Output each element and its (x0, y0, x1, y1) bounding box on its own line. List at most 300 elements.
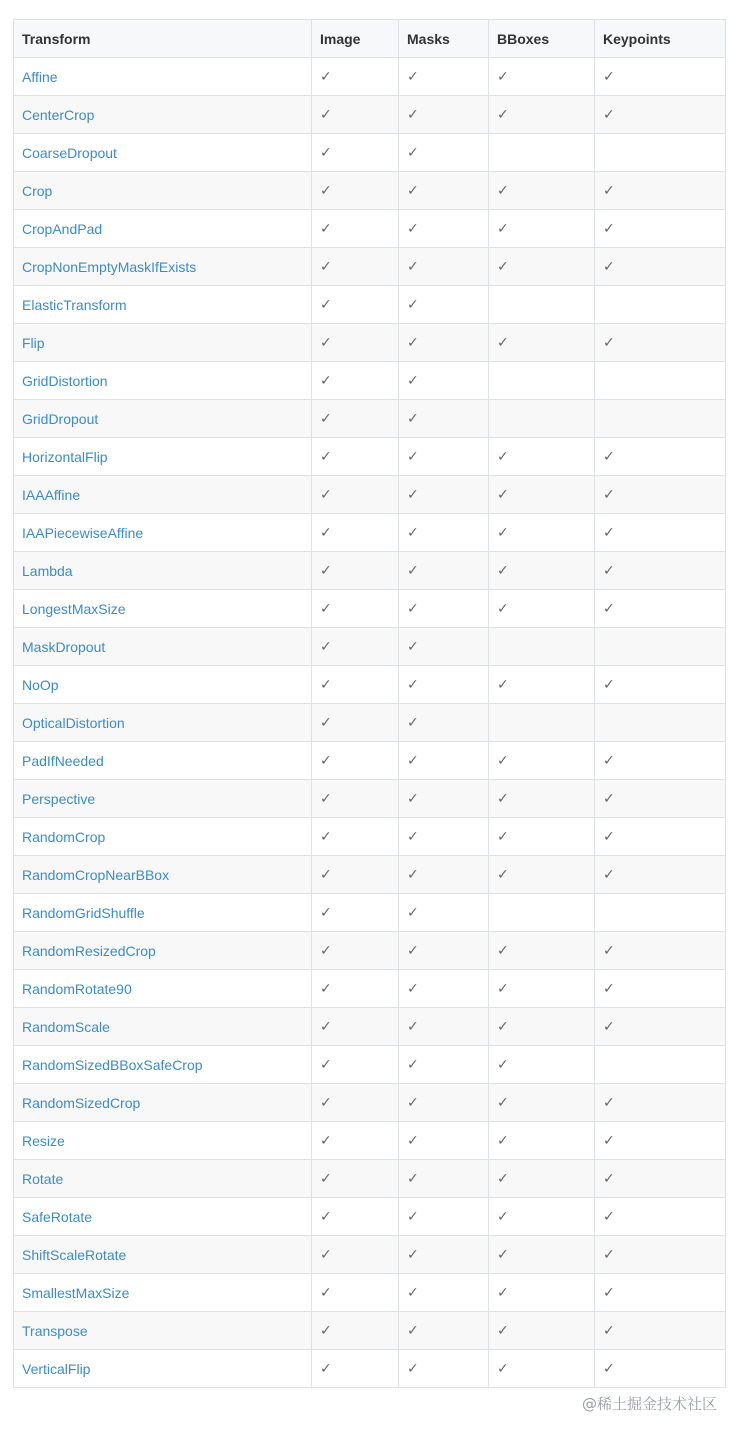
check-mark-icon: ✓ (497, 829, 509, 845)
check-mark-icon: ✓ (407, 1209, 419, 1225)
table-row (14, 1084, 726, 1122)
transform-link[interactable]: GridDistortion (22, 372, 108, 389)
image-cell (312, 818, 399, 856)
masks-cell (399, 1312, 489, 1350)
transform-name-cell (14, 1236, 312, 1274)
masks-cell (399, 704, 489, 742)
check-mark-icon: ✓ (320, 677, 332, 693)
bboxes-cell (489, 96, 595, 134)
transform-link[interactable]: ElasticTransform (22, 296, 127, 313)
keypoints-cell (595, 1198, 726, 1236)
check-mark-icon: ✓ (497, 677, 509, 693)
masks-cell (399, 1122, 489, 1160)
masks-cell (399, 590, 489, 628)
transform-link[interactable]: IAAPiecewiseAffine (22, 524, 144, 541)
check-mark-icon: ✓ (497, 753, 509, 769)
transforms-table (13, 19, 726, 1388)
image-cell (312, 1122, 399, 1160)
keypoints-cell (595, 96, 726, 134)
keypoints-cell (595, 1274, 726, 1312)
masks-cell (399, 894, 489, 932)
transform-link[interactable]: Transpose (22, 1322, 88, 1339)
image-cell (312, 438, 399, 476)
check-mark-icon: ✓ (407, 297, 419, 313)
check-mark-icon: ✓ (603, 259, 615, 275)
masks-cell (399, 666, 489, 704)
check-mark-icon: ✓ (497, 563, 509, 579)
transform-name-cell (14, 552, 312, 590)
transform-link[interactable]: Rotate (22, 1170, 64, 1187)
masks-cell (399, 324, 489, 362)
check-mark-icon: ✓ (603, 677, 615, 693)
check-mark-icon: ✓ (407, 183, 419, 199)
table-row (14, 666, 726, 704)
check-mark-icon: ✓ (320, 487, 332, 503)
bboxes-cell (489, 400, 595, 438)
keypoints-cell (595, 362, 726, 400)
check-mark-icon: ✓ (603, 601, 615, 617)
check-mark-icon: ✓ (497, 259, 509, 275)
masks-cell (399, 1274, 489, 1312)
transform-name-cell (14, 210, 312, 248)
check-mark-icon: ✓ (603, 1019, 615, 1035)
transform-name-cell (14, 58, 312, 96)
check-mark-icon: ✓ (497, 1133, 509, 1149)
image-cell (312, 590, 399, 628)
check-mark-icon: ✓ (320, 259, 332, 275)
check-mark-icon: ✓ (407, 601, 419, 617)
table-row (14, 1122, 726, 1160)
image-cell (312, 248, 399, 286)
keypoints-cell (595, 248, 726, 286)
check-mark-icon: ✓ (320, 1285, 332, 1301)
bboxes-cell (489, 1274, 595, 1312)
transform-name-cell (14, 856, 312, 894)
check-mark-icon: ✓ (320, 221, 332, 237)
transform-link[interactable]: PadIfNeeded (22, 752, 104, 769)
check-mark-icon: ✓ (497, 335, 509, 351)
bboxes-cell (489, 970, 595, 1008)
keypoints-cell (595, 134, 726, 172)
check-mark-icon: ✓ (603, 107, 615, 123)
keypoints-cell (595, 438, 726, 476)
check-mark-icon: ✓ (603, 449, 615, 465)
keypoints-cell (595, 172, 726, 210)
image-cell (312, 210, 399, 248)
keypoints-cell (595, 742, 726, 780)
check-mark-icon: ✓ (407, 145, 419, 161)
bboxes-cell (489, 780, 595, 818)
table-row (14, 134, 726, 172)
transform-link[interactable]: SmallestMaxSize (22, 1284, 130, 1301)
transform-name-cell (14, 1160, 312, 1198)
masks-cell (399, 970, 489, 1008)
transform-name-cell (14, 476, 312, 514)
keypoints-cell (595, 704, 726, 742)
check-mark-icon: ✓ (407, 1019, 419, 1035)
bboxes-cell (489, 628, 595, 666)
check-mark-icon: ✓ (603, 1285, 615, 1301)
check-mark-icon: ✓ (320, 1171, 332, 1187)
transform-link[interactable]: NoOp (22, 676, 59, 693)
transform-link[interactable]: Perspective (22, 790, 96, 807)
check-mark-icon: ✓ (603, 867, 615, 883)
masks-cell (399, 172, 489, 210)
check-mark-icon: ✓ (320, 715, 332, 731)
keypoints-cell (595, 1008, 726, 1046)
table-row (14, 1198, 726, 1236)
transform-link[interactable]: Lambda (22, 562, 73, 579)
table-row (14, 248, 726, 286)
keypoints-cell (595, 400, 726, 438)
image-cell (312, 552, 399, 590)
image-cell (312, 514, 399, 552)
check-mark-icon: ✓ (407, 867, 419, 883)
check-mark-icon: ✓ (603, 335, 615, 351)
check-mark-icon: ✓ (320, 183, 332, 199)
check-mark-icon: ✓ (497, 487, 509, 503)
transform-link[interactable]: CenterCrop (22, 106, 95, 123)
check-mark-icon: ✓ (603, 981, 615, 997)
masks-cell (399, 58, 489, 96)
check-mark-icon: ✓ (320, 867, 332, 883)
check-mark-icon: ✓ (407, 563, 419, 579)
keypoints-cell (595, 476, 726, 514)
check-mark-icon: ✓ (407, 791, 419, 807)
masks-cell (399, 818, 489, 856)
masks-cell (399, 1008, 489, 1046)
image-cell (312, 362, 399, 400)
transform-link[interactable]: Affine (22, 68, 58, 85)
keypoints-cell (595, 818, 726, 856)
transform-name-cell (14, 172, 312, 210)
image-cell (312, 324, 399, 362)
check-mark-icon: ✓ (407, 487, 419, 503)
check-mark-icon: ✓ (497, 69, 509, 85)
table-row (14, 1160, 726, 1198)
table-row (14, 1350, 726, 1388)
transform-link[interactable]: MaskDropout (22, 638, 106, 655)
check-mark-icon: ✓ (497, 1057, 509, 1073)
image-cell (312, 932, 399, 970)
transform-name-cell (14, 1350, 312, 1388)
bboxes-cell (489, 324, 595, 362)
check-mark-icon: ✓ (320, 829, 332, 845)
bboxes-cell (489, 704, 595, 742)
check-mark-icon: ✓ (497, 943, 509, 959)
transform-link[interactable]: RandomCrop (22, 828, 106, 845)
transform-link[interactable]: CropNonEmptyMaskIfExists (22, 258, 197, 275)
image-cell (312, 704, 399, 742)
check-mark-icon: ✓ (320, 601, 332, 617)
table-row (14, 58, 726, 96)
keypoints-cell (595, 514, 726, 552)
check-mark-icon: ✓ (407, 525, 419, 541)
keypoints-cell (595, 1350, 726, 1388)
transform-link[interactable]: RandomSizedBBoxSafeCrop (22, 1056, 203, 1073)
keypoints-cell (595, 628, 726, 666)
transform-name-cell (14, 932, 312, 970)
transform-name-cell (14, 324, 312, 362)
check-mark-icon: ✓ (603, 1323, 615, 1339)
bboxes-cell (489, 286, 595, 324)
check-mark-icon: ✓ (497, 1209, 509, 1225)
check-mark-icon: ✓ (407, 373, 419, 389)
transform-link[interactable]: Flip (22, 334, 45, 351)
image-cell (312, 400, 399, 438)
transform-link[interactable]: LongestMaxSize (22, 600, 126, 617)
image-cell (312, 1160, 399, 1198)
masks-cell (399, 1084, 489, 1122)
image-cell (312, 1312, 399, 1350)
transform-name-cell (14, 780, 312, 818)
masks-cell (399, 780, 489, 818)
bboxes-cell (489, 1160, 595, 1198)
image-cell (312, 856, 399, 894)
check-mark-icon: ✓ (320, 981, 332, 997)
check-mark-icon: ✓ (603, 791, 615, 807)
table-row (14, 1008, 726, 1046)
check-mark-icon: ✓ (320, 373, 332, 389)
transform-name-cell (14, 1122, 312, 1160)
masks-cell (399, 514, 489, 552)
transform-link[interactable]: GridDropout (22, 410, 99, 427)
transform-name-cell (14, 590, 312, 628)
transform-link[interactable]: HorizontalFlip (22, 448, 108, 465)
table-row (14, 628, 726, 666)
check-mark-icon: ✓ (320, 639, 332, 655)
transform-link[interactable]: Crop (22, 182, 53, 199)
check-mark-icon: ✓ (407, 1285, 419, 1301)
transform-link[interactable]: RandomCropNearBBox (22, 866, 170, 883)
image-cell (312, 666, 399, 704)
check-mark-icon: ✓ (603, 829, 615, 845)
check-mark-icon: ✓ (407, 715, 419, 731)
check-mark-icon: ✓ (407, 1057, 419, 1073)
image-cell (312, 780, 399, 818)
transform-link[interactable]: CropAndPad (22, 220, 103, 237)
bboxes-cell (489, 172, 595, 210)
transform-link[interactable]: VerticalFlip (22, 1360, 91, 1377)
check-mark-icon: ✓ (407, 107, 419, 123)
masks-cell (399, 400, 489, 438)
masks-cell (399, 134, 489, 172)
check-mark-icon: ✓ (407, 753, 419, 769)
transform-name-cell (14, 400, 312, 438)
image-cell (312, 1046, 399, 1084)
keypoints-cell (595, 324, 726, 362)
check-mark-icon: ✓ (407, 981, 419, 997)
check-mark-icon: ✓ (320, 107, 332, 123)
check-mark-icon: ✓ (603, 183, 615, 199)
masks-cell (399, 210, 489, 248)
header-image: Image (312, 20, 399, 58)
masks-cell (399, 248, 489, 286)
transform-link[interactable]: IAAAffine (22, 486, 81, 503)
transform-link[interactable]: RandomResizedCrop (22, 942, 156, 959)
header-row (14, 20, 726, 58)
image-cell (312, 134, 399, 172)
bboxes-cell (489, 742, 595, 780)
keypoints-cell (595, 780, 726, 818)
image-cell (312, 1198, 399, 1236)
transform-link[interactable]: RandomGridShuffle (22, 904, 145, 921)
transform-name-cell (14, 1008, 312, 1046)
table-body (14, 58, 726, 1388)
check-mark-icon: ✓ (320, 1133, 332, 1149)
masks-cell (399, 476, 489, 514)
transform-name-cell (14, 248, 312, 286)
transform-link[interactable]: SafeRotate (22, 1208, 93, 1225)
table-row (14, 970, 726, 1008)
masks-cell (399, 1350, 489, 1388)
bboxes-cell (489, 248, 595, 286)
check-mark-icon: ✓ (603, 753, 615, 769)
transform-name-cell (14, 1274, 312, 1312)
image-cell (312, 286, 399, 324)
check-mark-icon: ✓ (497, 525, 509, 541)
check-mark-icon: ✓ (497, 791, 509, 807)
keypoints-cell (595, 856, 726, 894)
image-cell (312, 476, 399, 514)
masks-cell (399, 1160, 489, 1198)
check-mark-icon: ✓ (497, 1361, 509, 1377)
table-row (14, 704, 726, 742)
image-cell (312, 742, 399, 780)
bboxes-cell (489, 1236, 595, 1274)
bboxes-cell (489, 1122, 595, 1160)
masks-cell (399, 96, 489, 134)
table-row (14, 400, 726, 438)
check-mark-icon: ✓ (603, 1247, 615, 1263)
masks-cell (399, 932, 489, 970)
check-mark-icon: ✓ (497, 1285, 509, 1301)
masks-cell (399, 1236, 489, 1274)
check-mark-icon: ✓ (320, 905, 332, 921)
image-cell (312, 970, 399, 1008)
check-mark-icon: ✓ (320, 1247, 332, 1263)
table-row (14, 476, 726, 514)
table-row (14, 172, 726, 210)
transform-name-cell (14, 628, 312, 666)
image-cell (312, 1274, 399, 1312)
bboxes-cell (489, 590, 595, 628)
image-cell (312, 1084, 399, 1122)
transform-link[interactable]: OpticalDistortion (22, 714, 125, 731)
image-cell (312, 628, 399, 666)
keypoints-cell (595, 1084, 726, 1122)
table-row (14, 96, 726, 134)
check-mark-icon: ✓ (407, 1247, 419, 1263)
check-mark-icon: ✓ (320, 1057, 332, 1073)
check-mark-icon: ✓ (320, 1323, 332, 1339)
check-mark-icon: ✓ (603, 1209, 615, 1225)
header-bboxes: BBoxes (489, 20, 595, 58)
keypoints-cell (595, 1236, 726, 1274)
check-mark-icon: ✓ (320, 335, 332, 351)
bboxes-cell (489, 894, 595, 932)
table-row (14, 818, 726, 856)
check-mark-icon: ✓ (407, 411, 419, 427)
bboxes-cell (489, 362, 595, 400)
table-row (14, 932, 726, 970)
table-row (14, 1312, 726, 1350)
table-row (14, 324, 726, 362)
check-mark-icon: ✓ (407, 69, 419, 85)
bboxes-cell (489, 438, 595, 476)
check-mark-icon: ✓ (497, 601, 509, 617)
keypoints-cell (595, 552, 726, 590)
keypoints-cell (595, 1046, 726, 1084)
masks-cell (399, 438, 489, 476)
bboxes-cell (489, 856, 595, 894)
check-mark-icon: ✓ (320, 791, 332, 807)
check-mark-icon: ✓ (320, 1209, 332, 1225)
transform-name-cell (14, 362, 312, 400)
bboxes-cell (489, 1198, 595, 1236)
table-header (14, 20, 726, 58)
table-row (14, 742, 726, 780)
table-row (14, 1236, 726, 1274)
masks-cell (399, 742, 489, 780)
bboxes-cell (489, 1008, 595, 1046)
bboxes-cell (489, 1350, 595, 1388)
check-mark-icon: ✓ (603, 1361, 615, 1377)
transform-link[interactable]: RandomRotate90 (22, 980, 132, 997)
check-mark-icon: ✓ (497, 1095, 509, 1111)
transform-link[interactable]: RandomSizedCrop (22, 1094, 141, 1111)
check-mark-icon: ✓ (497, 183, 509, 199)
transform-link[interactable]: ShiftScaleRotate (22, 1246, 127, 1263)
check-mark-icon: ✓ (320, 753, 332, 769)
bboxes-cell (489, 514, 595, 552)
transform-link[interactable]: Resize (22, 1132, 65, 1149)
transform-name-cell (14, 894, 312, 932)
image-cell (312, 172, 399, 210)
table-row (14, 1046, 726, 1084)
masks-cell (399, 552, 489, 590)
image-cell (312, 1350, 399, 1388)
bboxes-cell (489, 134, 595, 172)
check-mark-icon: ✓ (603, 69, 615, 85)
table-row (14, 362, 726, 400)
keypoints-cell (595, 1122, 726, 1160)
transform-link[interactable]: RandomScale (22, 1018, 110, 1035)
check-mark-icon: ✓ (407, 905, 419, 921)
bboxes-cell (489, 1046, 595, 1084)
transform-name-cell (14, 134, 312, 172)
transform-name-cell (14, 1046, 312, 1084)
keypoints-cell (595, 932, 726, 970)
check-mark-icon: ✓ (407, 449, 419, 465)
check-mark-icon: ✓ (497, 1323, 509, 1339)
keypoints-cell (595, 590, 726, 628)
keypoints-cell (595, 666, 726, 704)
transform-name-cell (14, 514, 312, 552)
check-mark-icon: ✓ (320, 449, 332, 465)
transform-name-cell (14, 818, 312, 856)
transform-name-cell (14, 1198, 312, 1236)
check-mark-icon: ✓ (320, 525, 332, 541)
keypoints-cell (595, 58, 726, 96)
transform-link[interactable]: CoarseDropout (22, 144, 117, 161)
table-row (14, 438, 726, 476)
table-row (14, 780, 726, 818)
header-transform: Transform (14, 20, 312, 58)
table-row (14, 286, 726, 324)
header-masks: Masks (399, 20, 489, 58)
check-mark-icon: ✓ (320, 145, 332, 161)
